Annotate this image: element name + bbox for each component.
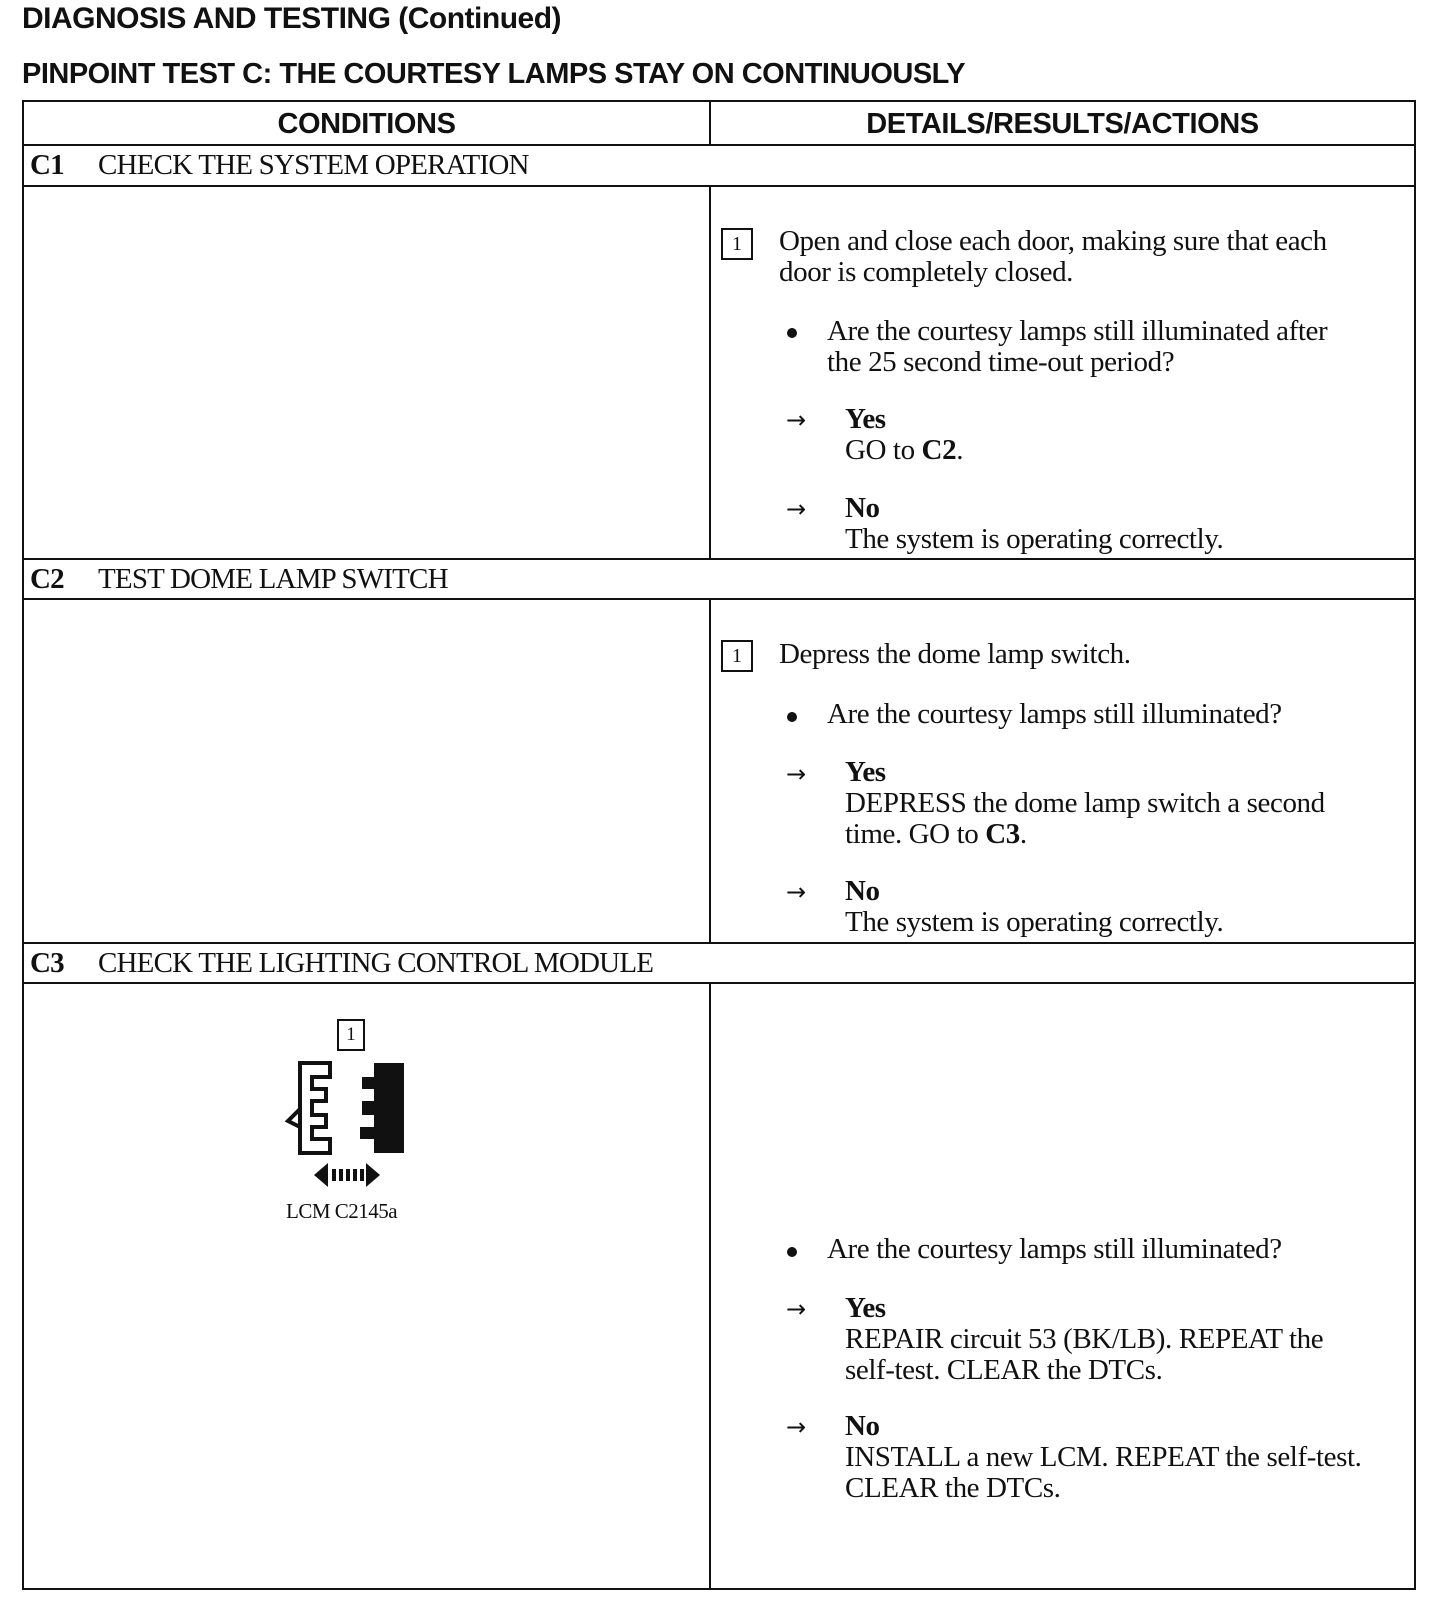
divider [24,185,1414,187]
instruction-text: Depress the dome lamp switch. [779,638,1131,670]
step-number-box: 1 [721,640,753,672]
step-c3-heading [30,944,653,982]
right-arrow-icon: → [786,495,807,523]
yes-result: Yes GO to C2. [845,403,964,466]
column-divider [709,185,711,558]
step-title: CHECK THE LIGHTING CONTROL MODULE [98,947,654,979]
no-result: No The system is operating correctly. [845,875,1224,938]
yes-result: Yes REPAIR circuit 53 (BK/LB). REPEAT the self-test. CLEAR the DTCs. [845,1292,1324,1386]
figure-label: LCM C2145a [286,1199,398,1223]
right-arrow-icon: → [786,1295,807,1323]
question-text: Are the courtesy lamps still illuminated? [827,1233,1282,1265]
divider [24,982,1414,984]
right-arrow-icon: → [786,760,807,788]
step-number-box: 1 [721,228,753,260]
test-title: PINPOINT TEST C: THE COURTESY LAMPS STAY ON CONTINUOUSLY [22,58,966,90]
step-code: C1 [30,149,64,181]
instruction-text: Open and close each door, making sure that each door is completely closed. [779,225,1327,288]
bullet-icon [787,712,797,722]
bullet-icon [787,328,797,338]
no-result: No The system is operating correctly. [845,492,1224,555]
figure-step-box: 1 [337,1019,365,1051]
no-result: No INSTALL a new LCM. REPEAT the self-test. CLEAR the DTCs. [845,1410,1362,1504]
page-title: DIAGNOSIS AND TESTING (Continued) [22,2,562,35]
step-code: C2 [30,563,64,595]
step-c2-heading [30,560,448,598]
column-divider [709,598,711,942]
step-code: C3 [30,947,64,979]
column-divider [709,982,711,1590]
pinpoint-test-table [22,100,1416,1590]
bullet-icon [787,1247,797,1257]
question-text: Are the courtesy lamps still illuminated? [827,698,1282,730]
step-title: TEST DOME LAMP SWITCH [98,563,448,595]
question-text: Are the courtesy lamps still illuminated after the 25 second time-out period? [827,315,1328,378]
yes-result: Yes DEPRESS the dome lamp switch a second time. GO to C3. [845,756,1325,850]
right-arrow-icon: → [786,1413,807,1441]
divider [24,598,1414,600]
details-header: DETAILS/RESULTS/ACTIONS [866,108,1259,140]
step-c1-heading [30,146,529,184]
right-arrow-icon: → [786,406,807,434]
connector-disconnect-icon [282,1057,410,1187]
conditions-header: CONDITIONS [277,108,456,140]
step-title: CHECK THE SYSTEM OPERATION [98,149,529,181]
right-arrow-icon: → [786,878,807,906]
